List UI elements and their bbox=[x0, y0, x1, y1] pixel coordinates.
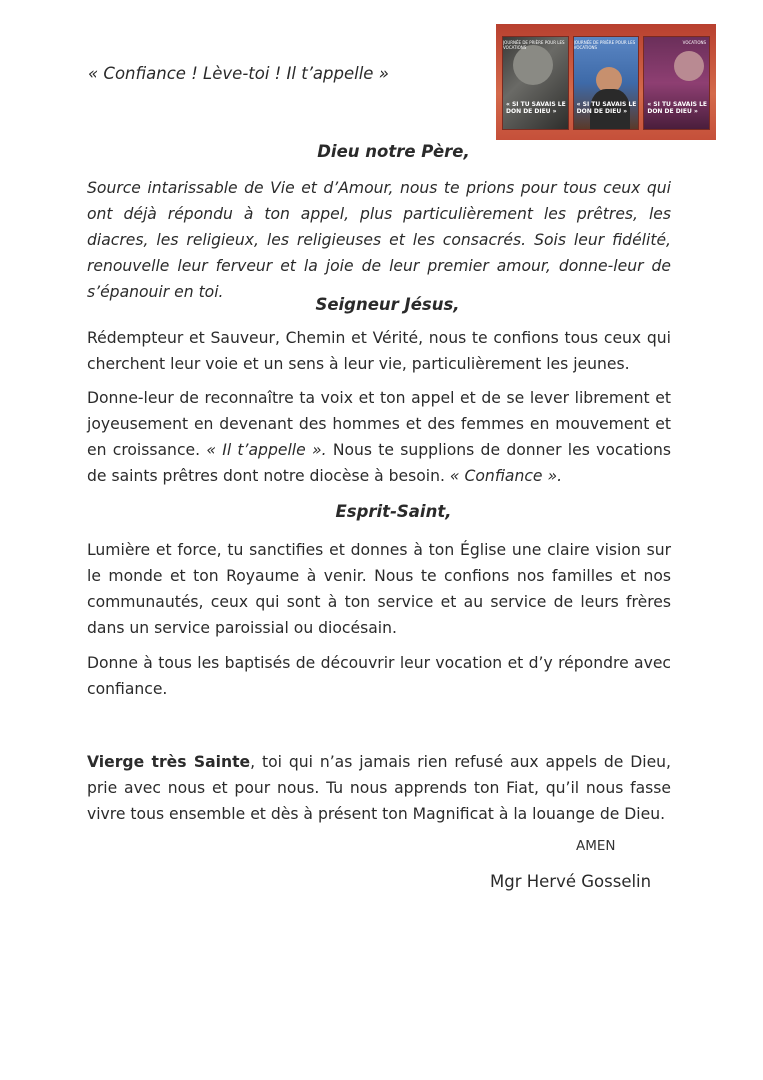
heading-jesus: Seigneur Jésus, bbox=[315, 295, 460, 314]
jesus-text-a: Donne-leur de reconnaître ta voix et ton appel et de se lever librement et joyeusement en devenant des hommes et des femmes en mouvement et en croissance. bbox=[87, 389, 671, 459]
poster-3-corner: VOCATIONS bbox=[682, 40, 707, 45]
signature: Mgr Hervé Gosselin bbox=[490, 872, 652, 891]
poster-1-caption: « SI TU SAVAIS LE DON DE DIEU » bbox=[506, 101, 566, 115]
poster-2 bbox=[573, 36, 640, 130]
poster-2-caption: « SI TU SAVAIS LE DON DE DIEU » bbox=[576, 101, 637, 115]
heading-father: Dieu notre Père, bbox=[317, 142, 470, 161]
poster-3 bbox=[643, 36, 710, 130]
virgin-text: , toi qui n’as jamais rien refusé aux appels de Dieu, prie avec nous et pour nous. Tu nous apprends ton Fiat, qu’il nous fasse vivre tous ensemble et dès à présent ton Magnificat à la louange de Dieu. bbox=[87, 753, 672, 823]
poster-1-corner: JOURNÉE DE PRIÈRE POUR LES VOCATIONS bbox=[503, 40, 565, 50]
jesus-text-b: Nous te supplions de donner les vocations de saints prêtres dont notre diocèse à besoin. bbox=[87, 441, 672, 485]
quote-il-t-appelle: « Il t’appelle ». bbox=[206, 441, 327, 459]
paragraph-spirit-2: Donne à tous les baptisés de découvrir leur vocation et d’y répondre avec confiance. bbox=[87, 654, 671, 698]
paragraph-virgin bbox=[87, 749, 671, 827]
paragraph-jesus-1: Rédempteur et Sauveur, Chemin et Vérité, nous te confions tous ceux qui cherchent leur voie et un sens à leur vie, particulièrement les jeunes. bbox=[87, 329, 671, 373]
paragraph-jesus-2 bbox=[87, 385, 671, 489]
document-title: « Confiance ! Lève-toi ! Il t’appelle » bbox=[88, 64, 389, 83]
amen: AMEN bbox=[576, 838, 616, 854]
heading-spirit: Esprit-Saint, bbox=[335, 502, 452, 521]
poster-1 bbox=[502, 36, 569, 130]
paragraph-spirit-1: Lumière et force, tu sanctifies et donnes à ton Église une claire vision sur le monde et ton Royaume à venir. Nous te confions nos familles et nos communautés, ceux qui sont à ton service et au service de leurs frères dans un service paroissial ou diocésain. bbox=[87, 541, 671, 637]
quote-confiance: « Confiance ». bbox=[449, 467, 563, 485]
poster-3-caption: « SI TU SAVAIS LE DON DE DIEU » bbox=[647, 101, 708, 115]
poster-2-corner: JOURNÉE DE PRIÈRE POUR LES VOCATIONS bbox=[573, 40, 636, 50]
virgin-lead: Vierge très Sainte bbox=[87, 753, 251, 771]
vocation-posters-photo bbox=[496, 24, 716, 140]
paragraph-father: Source intarissable de Vie et d’Amour, nous te prions pour tous ceux qui ont déjà répondu à ton appel, plus particulièrement les prêtres, les diacres, les religieux, les religieuses et les consacrés. Sois leur fidélité, renouvelle leur ferveur et la joie de leur premier amour, donne-leur de s’épanouir en toi. bbox=[87, 179, 671, 301]
